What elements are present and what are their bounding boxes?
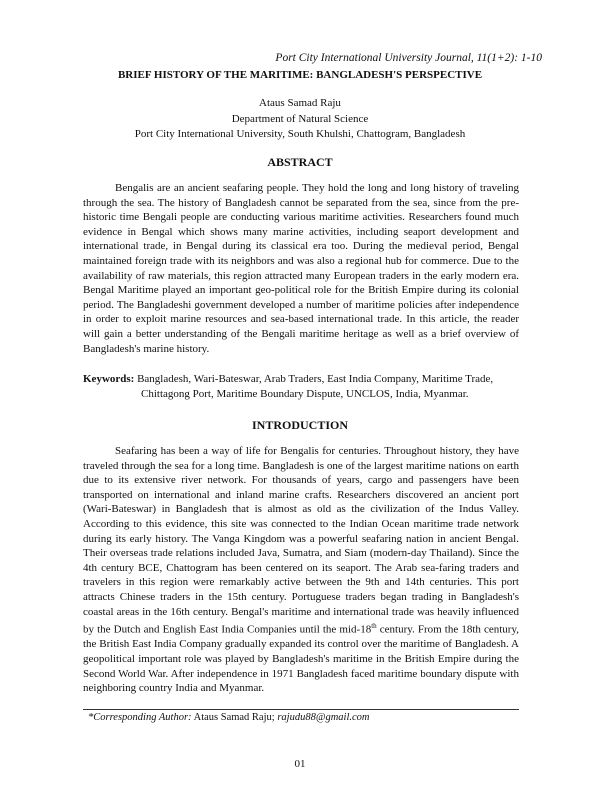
page-number: 01 (294, 758, 306, 770)
introduction-text-part-1: Seafaring has been a way of life for Bengalis for centuries. Throughout history, they have traveled through the sea for a long time. Bangladesh is one of the largest maritime nations on earth due to its extensive river network. For thousands of years, cargo and passengers have been transported on international and inland marine crafts. Researchers discovered an ancient port (Wari-Bateswar) in Bangladesh that is almost as old as the civilization of the Indus Valley. According to this evidence, this site was connected to the Indian Ocean maritime trade network during its early history. The Vanga Kingdom was a powerful seafaring nation in ancient Bengal. Their overseas trade relations included Java, Sumatra, and Siam (modern-day Thailand). Since the 4th century BCE, Chattogram has been centered on its seaport. The Arab sea-faring traders and travelers in this region were remarkably active between the 9th and 14th centuries. This port attracts Chinese traders in the 15th century. Portuguese traders began trading in Bangladesh's coastal areas in the 16th century. Bengal's maritime and international trade was heavily influenced by the Dutch and English East India Companies until the mid-18 (83, 445, 519, 636)
keywords-line-2: Chittagong Port, Maritime Boundary Dispute, UNCLOS, India, Myanmar. (141, 387, 469, 400)
footnote-divider (83, 709, 519, 710)
introduction-text-part-2: century. From the 18th century, the British East India Company gradually expanded its control over the maritime of Bangladesh. A geopolitical important role was played by Bangladesh's maritime in the British Empire during the Second World War. After independence in 1971 Bangladesh faced maritime boundary dispute with neighboring country India and Myanmar. (83, 623, 520, 695)
footnote-label: *Corresponding Author: (88, 712, 192, 723)
keywords-label: Keywords: (83, 373, 135, 385)
introduction-body (83, 444, 519, 696)
paper-title: BRIEF HISTORY OF THE MARITIME: BANGLADESH'S PERSPECTIVE (117, 69, 483, 81)
author-block (0, 96, 600, 143)
footnote-email: rajudu88@gmail.com (277, 712, 370, 723)
author-name: Ataus Samad Raju (259, 97, 341, 109)
abstract-text: Bengalis are an ancient seafaring people. They hold the long and long history of traveling through the sea. The history of Bangladesh cannot be separated from the sea, since from the pre-historic time Bengali people are conducting various maritime activities. Researchers found much evidence in Bengal which shows many marine activities, including seaport development and international trade, in Bengal during its classical era too. During the medieval period, Bengal maintained foreign trade with its neighbors and was also a regional hub for commerce. Due to the availability of raw materials, this region attracted many European traders in the early modern era. Bengal Maritime played an important geo-political role for the British Empire during its colonial period. The Bangladeshi government developed a number of maritime policies after independence in order to exploit marine resources and sea-based international trade. In this article, the reader will gain a better understanding of the Bengali maritime heritage as well as a brief overview of Bangladesh's marine history. (83, 182, 519, 355)
introduction-heading: INTRODUCTION (251, 418, 348, 432)
journal-citation: Port City International University Journal, 11(1+2): 1-10 (275, 52, 542, 64)
abstract-body (83, 181, 519, 356)
introduction-text (83, 444, 519, 696)
corresponding-author-note (88, 712, 370, 723)
superscript-th: th (371, 622, 377, 631)
keywords (83, 372, 523, 401)
author-department: Department of Natural Science (231, 112, 369, 125)
footnote-author: Ataus Samad Raju; (191, 712, 278, 723)
author-affiliation: Port City International University, South Khulshi, Chattogram, Bangladesh (134, 128, 466, 140)
keywords-line-1: Bangladesh, Wari-Bateswar, Arab Traders, East India Company, Maritime Trade, (137, 373, 494, 385)
abstract-heading: ABSTRACT (267, 155, 333, 169)
